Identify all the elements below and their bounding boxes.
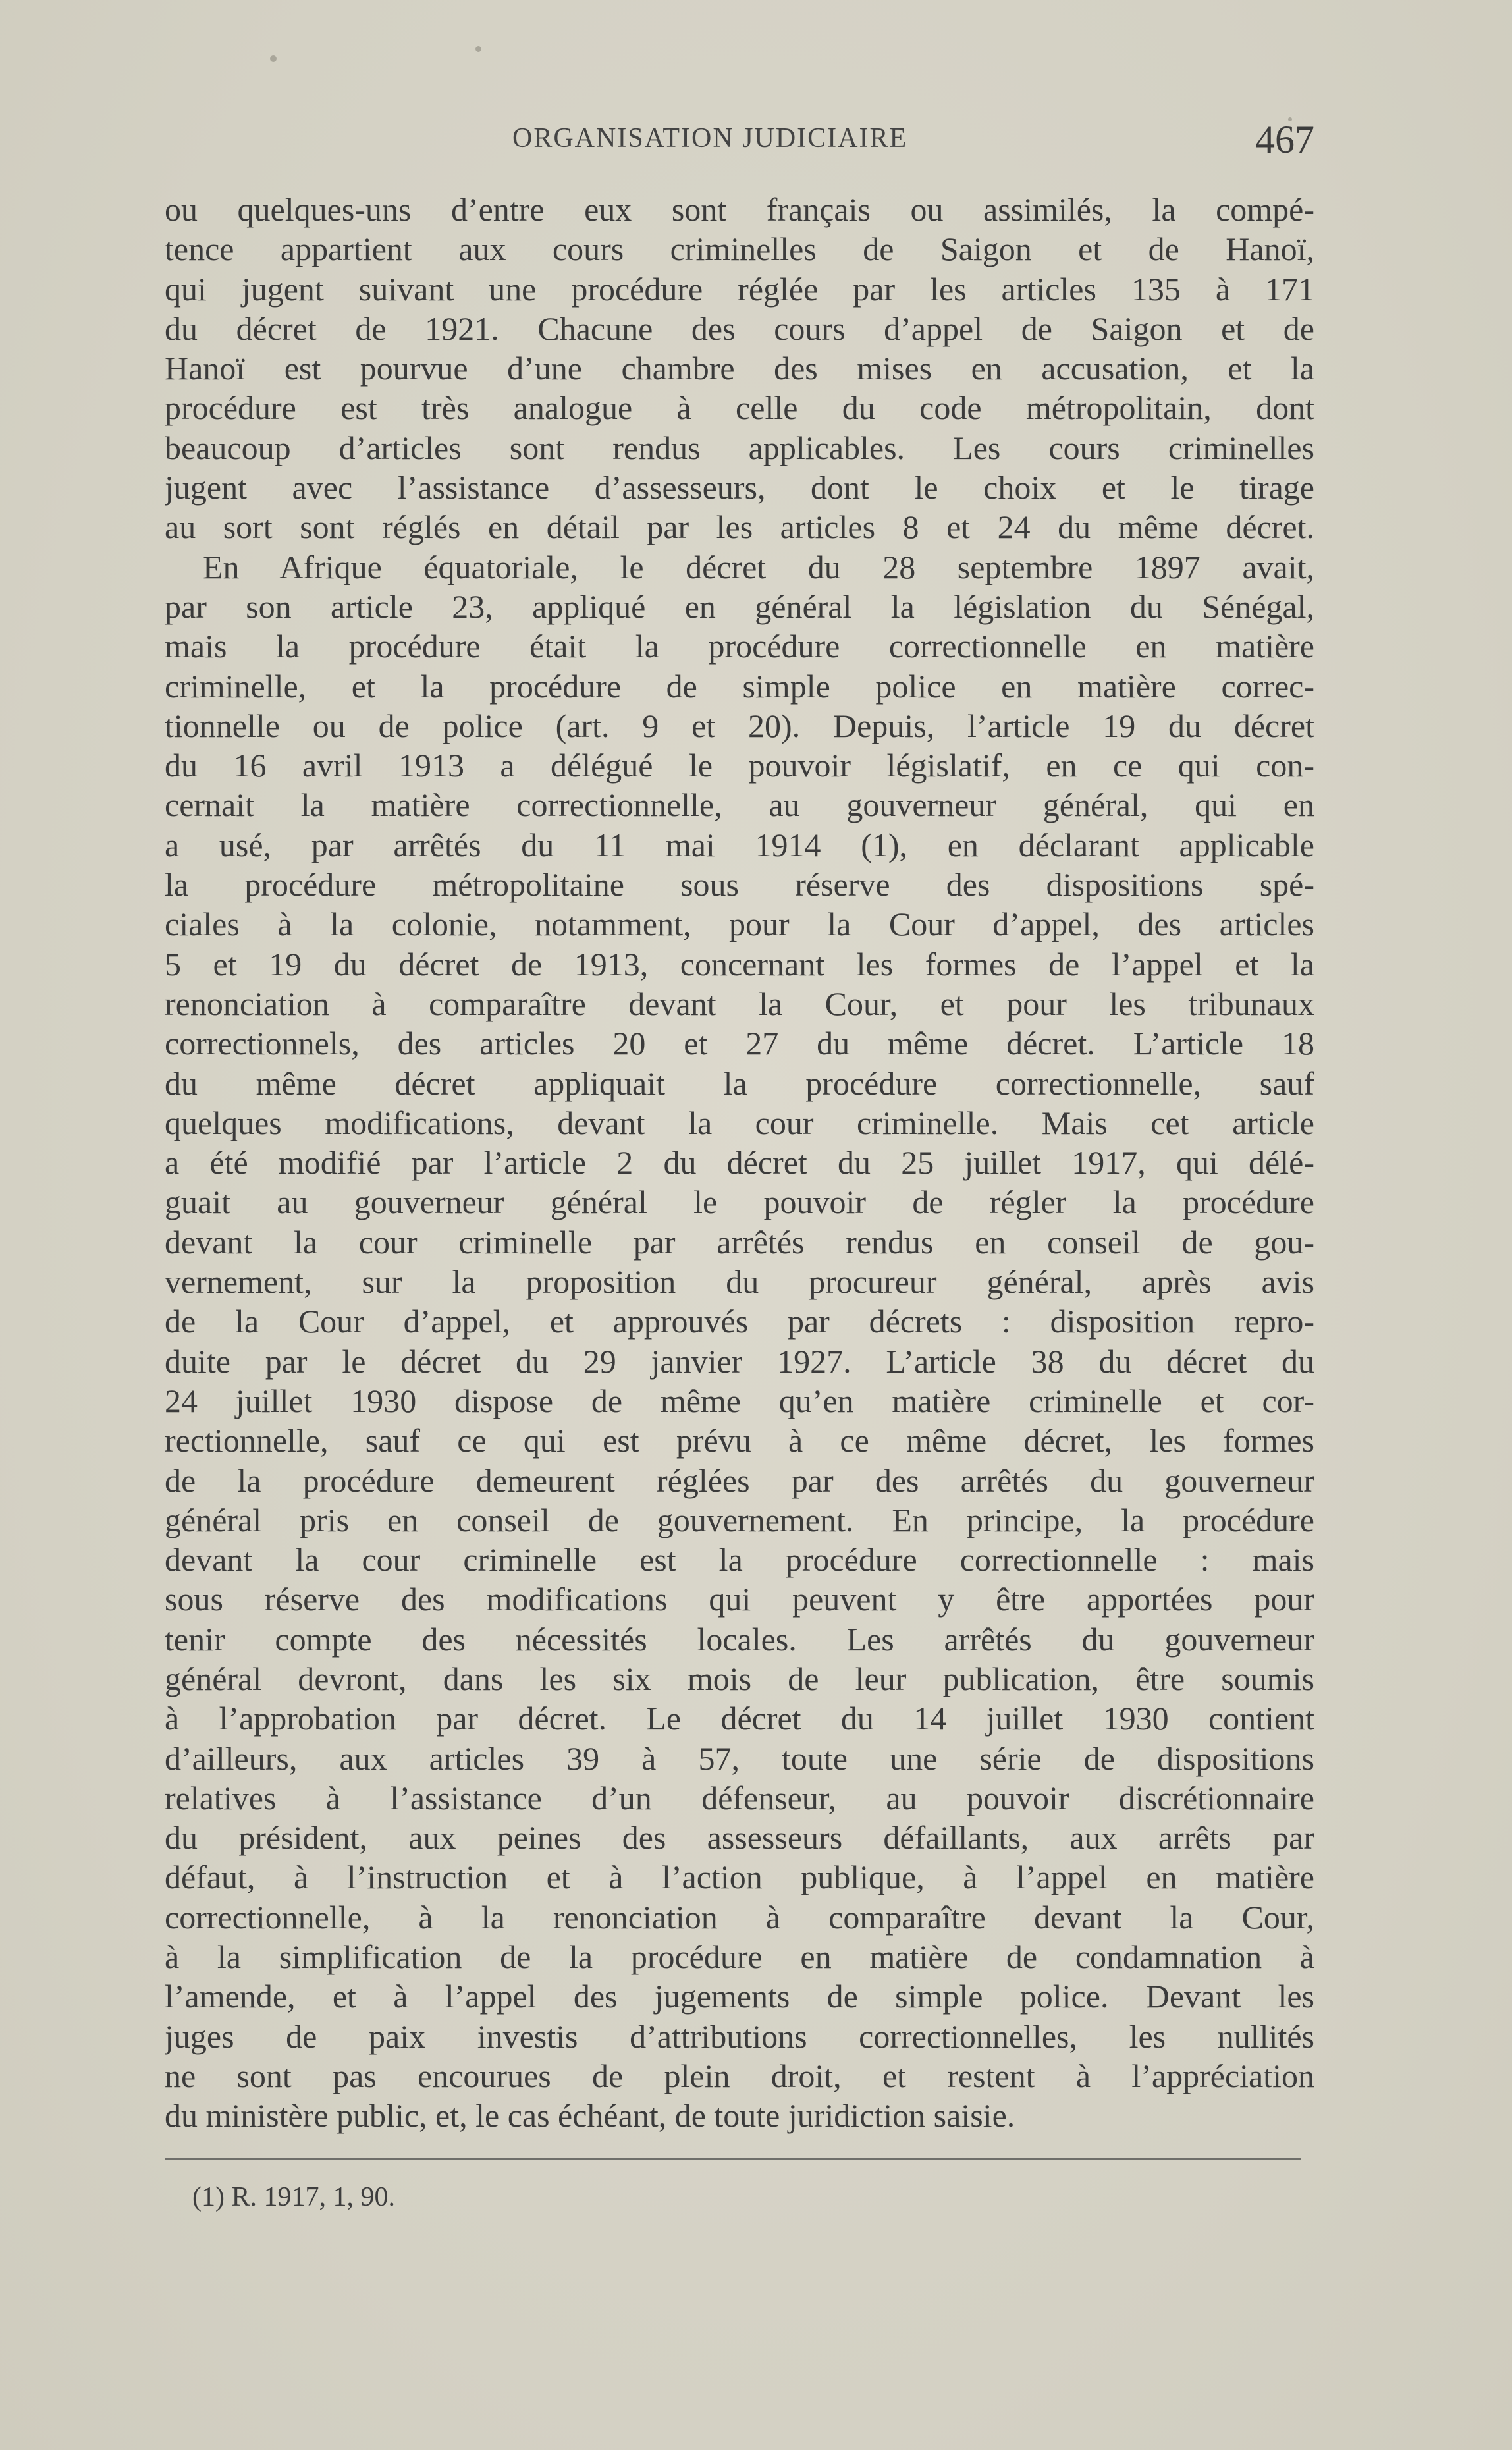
text-line: renonciation à comparaître devant la Cour, et pour les tribunaux	[165, 985, 1314, 1022]
text-line: du 16 avril 1913 a délégué le pouvoir législatif, en ce qui con-	[165, 747, 1314, 784]
text-line: défaut, à l’instruction et à l’action publique, à l’appel en matière	[165, 1859, 1314, 1896]
text-line: vernement, sur la proposition du procureur général, après avis	[165, 1263, 1314, 1301]
text-line: devant la cour criminelle par arrêtés rendus en conseil de gou-	[165, 1223, 1314, 1261]
text-line: devant la cour criminelle est la procédure correctionnelle : mais	[165, 1541, 1314, 1579]
text-line: juges de paix investis d’attributions correctionnelles, les nullités	[165, 2017, 1314, 2055]
running-head	[165, 117, 1314, 163]
text-line: par son article 23, appliqué en général la législation du Sénégal,	[165, 587, 1314, 625]
text-line: général pris en conseil de gouvernement. En principe, la procédure	[165, 1501, 1314, 1538]
text-line: l’amende, et à l’appel des jugements de simple police. Devant les	[165, 1978, 1314, 2015]
text-line: procédure est très analogue à celle du code métropolitain, dont	[165, 389, 1314, 427]
text-line: 5 et 19 du décret de 1913, concernant les formes de l’appel et la	[165, 945, 1314, 983]
text-line: de la Cour d’appel, et approuvés par décrets : disposition repro-	[165, 1303, 1314, 1340]
page-number: 467	[1255, 118, 1314, 161]
text-line: du même décret appliquait la procédure correctionnelle, sauf	[165, 1064, 1314, 1102]
paragraph-first-line: En Afrique équatoriale, le décret du 28 septembre 1897 avait,	[203, 548, 1314, 585]
text-line: rectionnelle, sauf ce qui est prévu à ce même décret, les formes	[165, 1422, 1314, 1459]
body-text	[165, 190, 1314, 2136]
text-line: Hanoï est pourvue d’une chambre des mises en accusation, et la	[165, 350, 1314, 387]
text-line: a été modifié par l’article 2 du décret du 25 juillet 1917, qui délé-	[165, 1144, 1314, 1182]
text-line: quelques modifications, devant la cour criminelle. Mais cet article	[165, 1104, 1314, 1141]
text-line: relatives à l’assistance d’un défenseur, au pouvoir discrétionnaire	[165, 1779, 1314, 1816]
footnote-divider	[165, 2158, 1301, 2160]
text-line: à l’approbation par décret. Le décret du 14 juillet 1930 contient	[165, 1700, 1314, 1737]
text-line: criminelle, et la procédure de simple police en matière correc-	[165, 667, 1314, 705]
text-line: mais la procédure était la procédure correctionnelle en matière	[165, 628, 1314, 665]
text-line: correctionnels, des articles 20 et 27 du même décret. L’article 18	[165, 1025, 1314, 1062]
text-line: qui jugent suivant une procédure réglée par les articles 135 à 171	[165, 270, 1314, 308]
text-line: du décret de 1921. Chacune des cours d’appel de Saigon et de	[165, 310, 1314, 347]
text-line: général devront, dans les six mois de leur publication, être soumis	[165, 1660, 1314, 1697]
text-line: ciales à la colonie, notamment, pour la Cour d’appel, des articles	[165, 906, 1314, 943]
text-line: guait au gouverneur général le pouvoir de régler la procédure	[165, 1184, 1314, 1221]
paper-speck	[475, 46, 481, 52]
text-line: la procédure métropolitaine sous réserve des dispositions spé-	[165, 866, 1314, 904]
text-line: ne sont pas encourues de plein droit, et restent à l’appréciation	[165, 2057, 1314, 2094]
text-line: jugent avec l’assistance d’assesseurs, dont le choix et le tirage	[165, 469, 1314, 506]
text-line: à la simplification de la procédure en matière de condamnation à	[165, 1938, 1314, 1976]
text-line: tence appartient aux cours criminelles de Saigon et de Hanoï,	[165, 231, 1314, 268]
text-line: tionnelle ou de police (art. 9 et 20). Depuis, l’article 19 du décret	[165, 707, 1314, 744]
text-line: du président, aux peines des assesseurs défaillants, aux arrêts par	[165, 1819, 1314, 1857]
text-line: a usé, par arrêtés du 11 mai 1914 (1), en déclarant applicable	[165, 826, 1314, 863]
text-line: beaucoup d’articles sont rendus applicables. Les cours criminelles	[165, 429, 1314, 466]
text-line: au sort sont réglés en détail par les articles 8 et 24 du même décret.	[165, 508, 1314, 546]
paper-speck	[270, 55, 277, 62]
running-title: ORGANISATION JUDICIAIRE	[512, 123, 908, 153]
paragraph-last-line: du ministère public, et, le cas échéant, de toute juridiction saisie.	[165, 2097, 1015, 2135]
text-line: 24 juillet 1930 dispose de même qu’en matière criminelle et cor-	[165, 1382, 1314, 1419]
text-line: tenir compte des nécessités locales. Les arrêtés du gouverneur	[165, 1620, 1314, 1658]
text-line: correctionnelle, à la renonciation à comparaître devant la Cour,	[165, 1898, 1314, 1936]
text-line: d’ailleurs, aux articles 39 à 57, toute une série de dispositions	[165, 1739, 1314, 1777]
text-line: de la procédure demeurent réglées par des arrêtés du gouverneur	[165, 1461, 1314, 1499]
footnote: (1) R. 1917, 1, 90.	[192, 2182, 395, 2212]
text-line: duite par le décret du 29 janvier 1927. L’article 38 du décret du	[165, 1342, 1314, 1380]
text-line: cernait la matière correctionnelle, au gouverneur général, qui en	[165, 786, 1314, 824]
text-line: sous réserve des modifications qui peuvent y être apportées pour	[165, 1581, 1314, 1618]
text-line: ou quelques-uns d’entre eux sont français ou assimilés, la compé-	[165, 191, 1314, 228]
